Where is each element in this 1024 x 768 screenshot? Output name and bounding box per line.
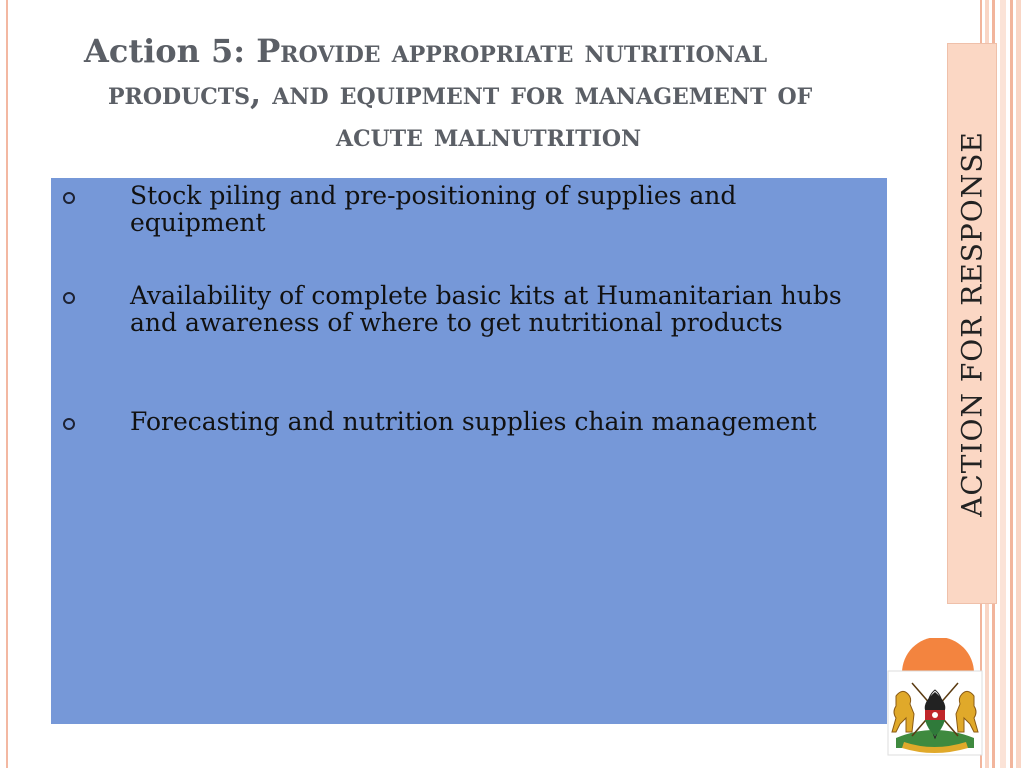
hollow-circle-bullet-icon [63, 418, 75, 430]
title-line-2: products, and equipment for management of [108, 74, 813, 112]
title-line-3: acute malnutrition [336, 116, 642, 154]
slide-title [84, 30, 944, 156]
title-prefix: Action 5: [84, 32, 257, 70]
stripe [1016, 0, 1021, 768]
bullet-text: Stock piling and pre-positioning of supplies and equipment [130, 181, 737, 237]
kenya-coat-of-arms-emblem [884, 638, 984, 758]
bullet-text: Availability of complete basic kits at Humanitarian hubs and awareness of where to get nutritional products [130, 281, 842, 337]
hollow-circle-bullet-icon [63, 192, 75, 204]
left-accent-line [6, 0, 8, 768]
content-box [51, 178, 887, 724]
hollow-circle-bullet-icon [63, 292, 75, 304]
side-label: ACTION FOR RESPONSE [955, 130, 989, 517]
bullet-text: Forecasting and nutrition supplies chain management [130, 407, 817, 436]
title-line-1-text: Provide appropriate nutritional [256, 32, 768, 70]
stripe [1000, 0, 1006, 768]
title-line-1 [84, 30, 944, 72]
stripe [1010, 0, 1013, 768]
side-label-panel [947, 43, 997, 604]
